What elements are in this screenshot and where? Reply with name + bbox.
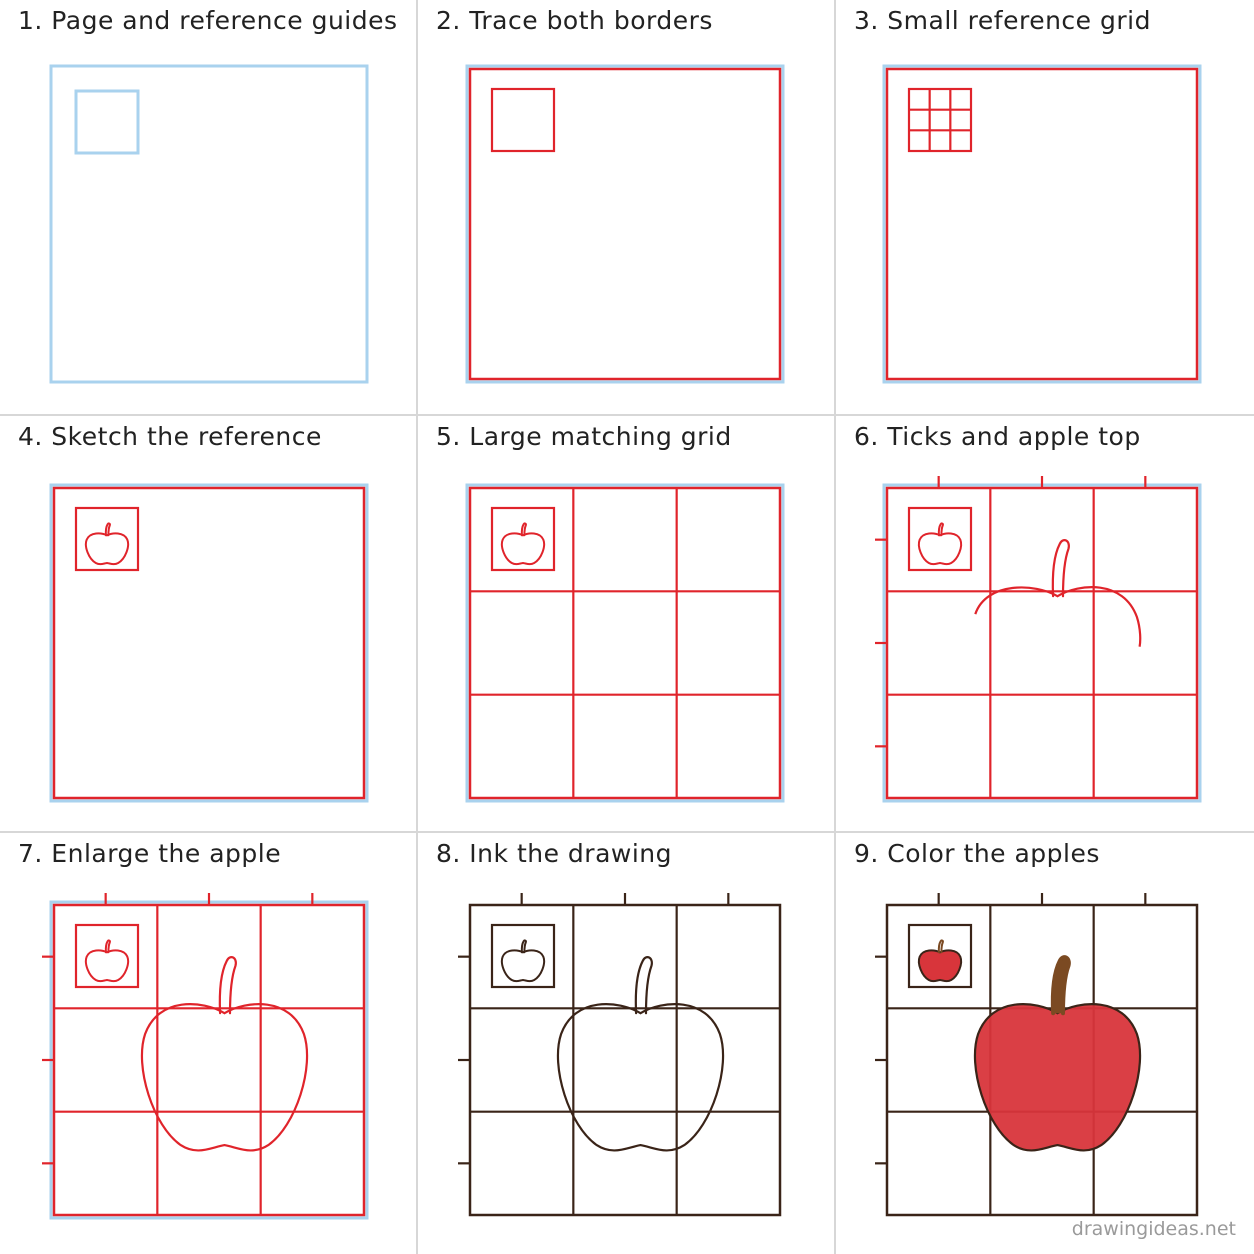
step-panel-4: [0, 416, 416, 831]
step-title: 6. Ticks and apple top: [854, 422, 1141, 451]
step-panel-7: [0, 833, 416, 1254]
apple-stem: [1053, 957, 1069, 1013]
reference-stem-icon: [939, 523, 943, 535]
step-illustration: [418, 833, 834, 1254]
reference-apple-icon: [919, 950, 961, 981]
page-guide-border: [51, 66, 367, 382]
apple-outline: [558, 1004, 723, 1150]
step-panel-5: [418, 416, 834, 831]
apple-stem: [1053, 540, 1069, 596]
page-border: [887, 69, 1197, 379]
reference-square: [76, 925, 138, 987]
reference-apple-icon: [86, 950, 128, 981]
apple-stem: [220, 957, 236, 1013]
reference-square: [76, 508, 138, 570]
step-title: 1. Page and reference guides: [18, 6, 398, 35]
reference-square: [492, 89, 554, 151]
reference-guide-square: [76, 91, 138, 153]
watermark: drawingideas.net: [1071, 1218, 1236, 1240]
step-title: 5. Large matching grid: [436, 422, 732, 451]
step-panel-6: [836, 416, 1254, 831]
step-title: 9. Color the apples: [854, 839, 1100, 868]
reference-stem-icon: [522, 940, 526, 952]
page-border: [470, 69, 780, 379]
step-title: 3. Small reference grid: [854, 6, 1151, 35]
reference-apple-icon: [919, 533, 961, 564]
page-guide-border: [467, 66, 783, 382]
step-illustration: [0, 0, 416, 414]
reference-apple-icon: [502, 950, 544, 981]
step-panel-1: [0, 0, 416, 414]
reference-apple-icon: [86, 533, 128, 564]
page-border: [54, 488, 364, 798]
step-illustration: [418, 416, 834, 831]
step-illustration: [836, 0, 1254, 414]
reference-square: [492, 925, 554, 987]
step-illustration: [0, 416, 416, 831]
reference-square: [492, 508, 554, 570]
apple-outline: [142, 1004, 307, 1150]
page-guide-border: [884, 66, 1200, 382]
reference-stem-icon: [106, 523, 110, 535]
reference-apple-icon: [502, 533, 544, 564]
step-title: 4. Sketch the reference: [18, 422, 322, 451]
reference-stem-icon: [939, 940, 943, 952]
step-illustration: [836, 416, 1254, 831]
step-illustration: [836, 833, 1254, 1254]
apple-stem: [636, 957, 652, 1013]
step-title: 7. Enlarge the apple: [18, 839, 282, 868]
step-illustration: [418, 0, 834, 414]
page-border: [887, 488, 1197, 798]
step-panel-2: [418, 0, 834, 414]
reference-stem-icon: [106, 940, 110, 952]
step-title: 8. Ink the drawing: [436, 839, 672, 868]
step-panel-3: [836, 0, 1254, 414]
reference-square: [909, 508, 971, 570]
step-panel-9: [836, 833, 1254, 1254]
reference-stem-icon: [522, 523, 526, 535]
reference-square: [909, 89, 971, 151]
page-border: [470, 905, 780, 1215]
apple-top-outline: [975, 587, 1140, 647]
page-border: [470, 488, 780, 798]
step-illustration: [0, 833, 416, 1254]
apple-outline: [975, 1004, 1140, 1150]
page-border: [54, 905, 364, 1215]
step-title: 2. Trace both borders: [436, 6, 713, 35]
step-panel-8: [418, 833, 834, 1254]
